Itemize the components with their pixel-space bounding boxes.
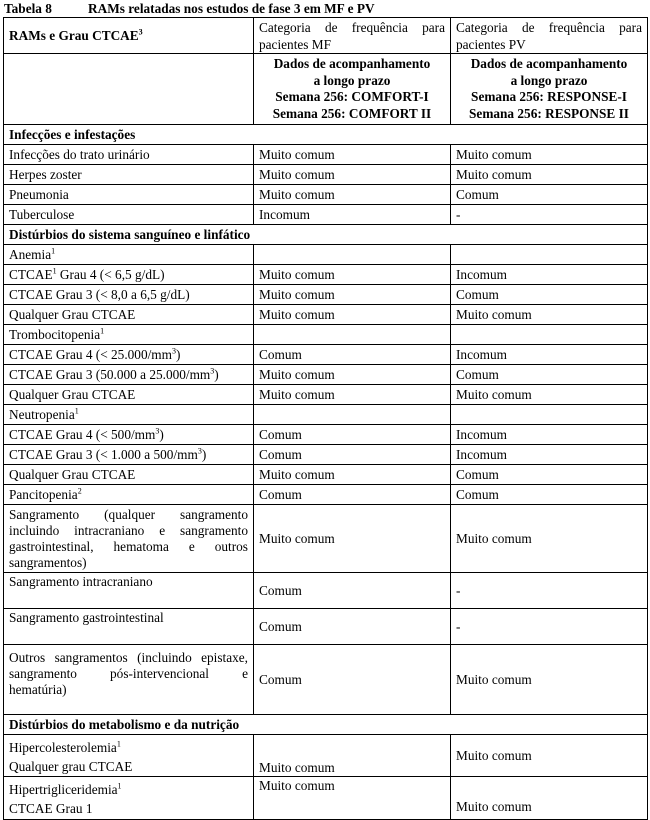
table-title: RAMs relatadas nos estudos de fase 3 em MF e PV xyxy=(88,1,375,16)
subheader-empty xyxy=(4,54,254,125)
table-row-hipertrigliceridemia: Hipertrigliceridemia$^1$ CTCAE Grau 1 Muito comum Muito comum xyxy=(4,777,648,820)
table-row-trombocitopenia: Trombocitopenia$^1$ xyxy=(4,325,648,345)
table-row: Pneumonia Muito comum Comum xyxy=(4,185,648,205)
section-sangue: Distúrbios do sistema sanguíneo e linfático xyxy=(4,225,648,245)
table-caption xyxy=(4,1,375,17)
table-row: Qualquer Grau CTCAE Muito comum Muito comum xyxy=(4,305,648,325)
table-row: Qualquer Grau CTCAE Muito comum Muito comum xyxy=(4,385,648,405)
table-row: CTCAE Grau 3 (< 8,0 a 6,5 g/dL) Muito comum Comum xyxy=(4,285,648,305)
subheader-row xyxy=(4,54,648,125)
table-row-sangramento-intracraniano: Sangramento intracraniano Comum - xyxy=(4,573,648,609)
table-row: Infecções do trato urinário Muito comum Muito comum xyxy=(4,145,648,165)
table-number: Tabela 8 xyxy=(4,1,52,16)
table-row-outros-sangramentos: Outros sangramentos (incluindo epistaxe, sangramento pós-intervencional e hematúria) Comum Muito comum xyxy=(4,645,648,715)
table-row: Herpes zoster Muito comum Muito comum xyxy=(4,165,648,185)
header-col-mf: Categoria de frequência para pacientes MF xyxy=(254,18,451,54)
section-metabolismo: Distúrbios do metabolismo e da nutrição xyxy=(4,715,648,735)
adverse-reactions-table xyxy=(3,17,648,820)
table-row: Qualquer Grau CTCAE Muito comum Comum xyxy=(4,465,648,485)
subheader-pv: Dados de acompanhamento a longo prazo Semana 256: RESPONSE-I Semana 256: RESPONSE II xyxy=(451,54,648,125)
table-row: CTCAE Grau 4 (< $25.000/mm^3$) Comum Incomum xyxy=(4,345,648,365)
table-row-hipercolesterolemia: Hipercolesterolemia$^1$ Qualquer grau CTCAE Muito comum Muito comum xyxy=(4,735,648,777)
table-row: CTCAE Grau 3 (50.000 a $25.000/mm^3$) Muito comum Comum xyxy=(4,365,648,385)
header-col-rams: RAMs e Grau CTCAE$^3$ xyxy=(4,18,254,54)
table-row: CTCAE Grau 4 (< $500/mm^3$) Comum Incomum xyxy=(4,425,648,445)
subheader-mf: Dados de acompanhamento a longo prazo Semana 256: COMFORT-I Semana 256: COMFORT II xyxy=(254,54,451,125)
section-infeccoes: Infecções e infestações xyxy=(4,125,648,145)
header-row xyxy=(4,18,648,54)
table-row: CTCAE Grau 3 (< 1.000 a $500/mm^3$) Comum Incomum xyxy=(4,445,648,465)
table-row: Tuberculose Incomum - xyxy=(4,205,648,225)
table-row-pancitopenia: Pancitopenia$^2$ Comum Comum xyxy=(4,485,648,505)
table-row: CTCAE$^1$ Grau 4 (< 6,5 g/dL) Muito comum Incomum xyxy=(4,265,648,285)
header-col-pv: Categoria de frequência para pacientes PV xyxy=(451,18,648,54)
table-row-sangramento-gastro: Sangramento gastrointestinal Comum - xyxy=(4,609,648,645)
table-row-neutropenia: Neutropenia$^1$ xyxy=(4,405,648,425)
table-row-anemia: Anemia$^1$ xyxy=(4,245,648,265)
table-row-sangramento: Sangramento (qualquer sangramento incluindo intracraniano e sangramento gastrointestinal, hematoma e outros sangramentos) Muito comum Muito comum xyxy=(4,505,648,573)
